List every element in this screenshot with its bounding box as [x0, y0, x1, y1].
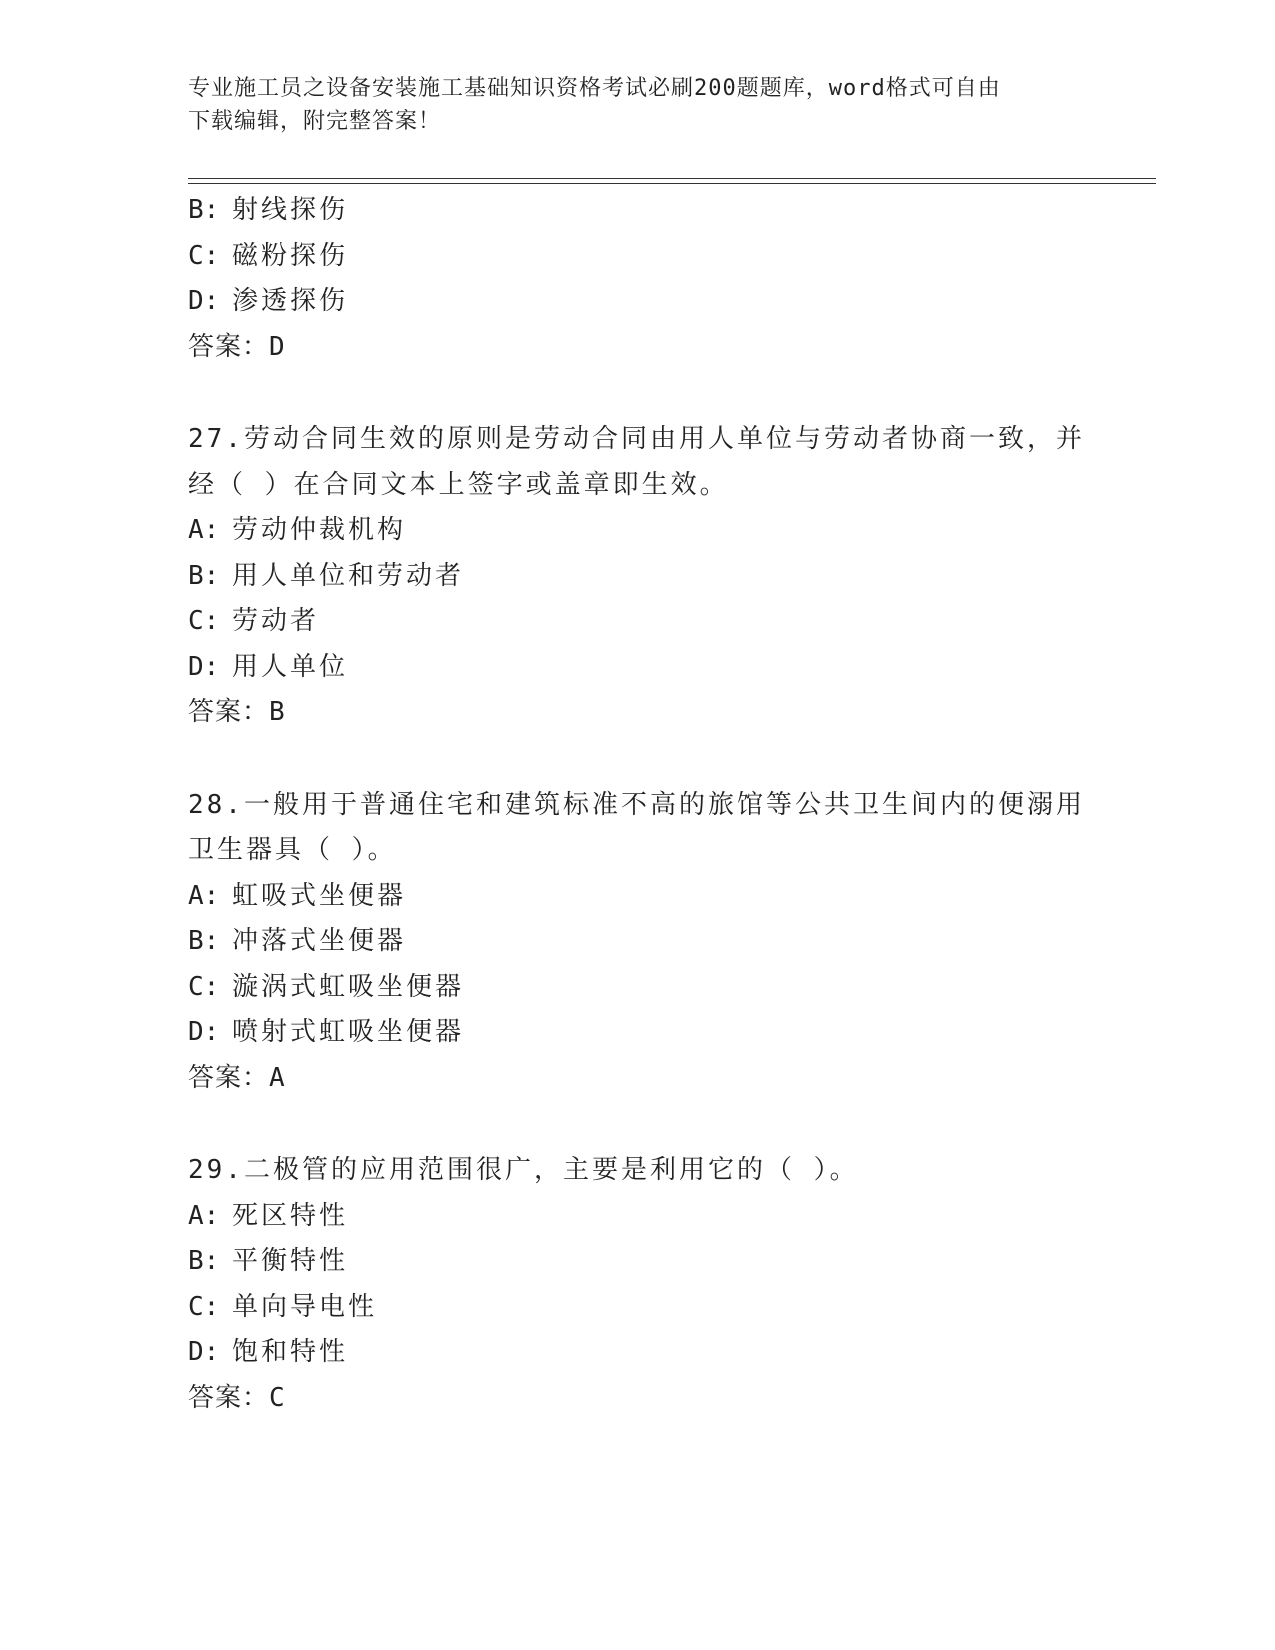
question-stem: 27.劳动合同生效的原则是劳动合同由用人单位与劳动者协商一致，并 经（ ）在合同文本上签字或盖章即生效。 — [188, 424, 1085, 500]
option-a: A: 劳动仲裁机构 — [188, 515, 407, 545]
question-stem: 28.一般用于普通住宅和建筑标准不高的旅馆等公共卫生间内的便溺用 卫生器具（ ）。 — [188, 789, 1085, 865]
option-c: C: 劳动者 — [188, 606, 320, 636]
question-stem: 29.二极管的应用范围很广，主要是利用它的（ ）。 — [188, 1155, 859, 1185]
option-d: D: 渗透探伤 — [188, 286, 349, 316]
answer-line: 答案：B — [188, 697, 286, 727]
option-a: A: 虹吸式坐便器 — [188, 880, 407, 911]
option-b: B: 射线探伤 — [188, 195, 349, 225]
option-b: B: 用人单位和劳动者 — [188, 560, 465, 591]
question-28 — [188, 783, 1088, 1102]
answer-line: 答案：C — [188, 1382, 286, 1413]
option-d: D: 用人单位 — [188, 651, 349, 682]
option-d: D: 饱和特性 — [188, 1337, 349, 1367]
document-body — [188, 188, 1088, 1421]
header-line-1: 专业施工员之设备安装施工基础知识资格考试必刷200题题库，word格式可自由 — [188, 76, 1001, 101]
document-header — [188, 72, 1068, 138]
header-divider-bottom — [188, 183, 1156, 184]
option-a: A: 死区特性 — [188, 1200, 349, 1231]
option-b: B: 平衡特性 — [188, 1246, 349, 1276]
option-c: C: 漩涡式虹吸坐便器 — [188, 971, 465, 1002]
option-c: C: 单向导电性 — [188, 1291, 378, 1322]
header-divider-top — [188, 178, 1156, 179]
option-c: C: 磁粉探伤 — [188, 240, 349, 271]
question-26-continuation — [188, 188, 1088, 370]
question-27 — [188, 417, 1088, 736]
answer-line: 答案：D — [188, 331, 286, 362]
answer-line: 答案：A — [188, 1062, 286, 1093]
option-b: B: 冲落式坐便器 — [188, 926, 407, 956]
header-line-2: 下载编辑，附完整答案！ — [188, 109, 442, 134]
question-29 — [188, 1148, 1088, 1421]
option-d: D: 喷射式虹吸坐便器 — [188, 1017, 465, 1047]
